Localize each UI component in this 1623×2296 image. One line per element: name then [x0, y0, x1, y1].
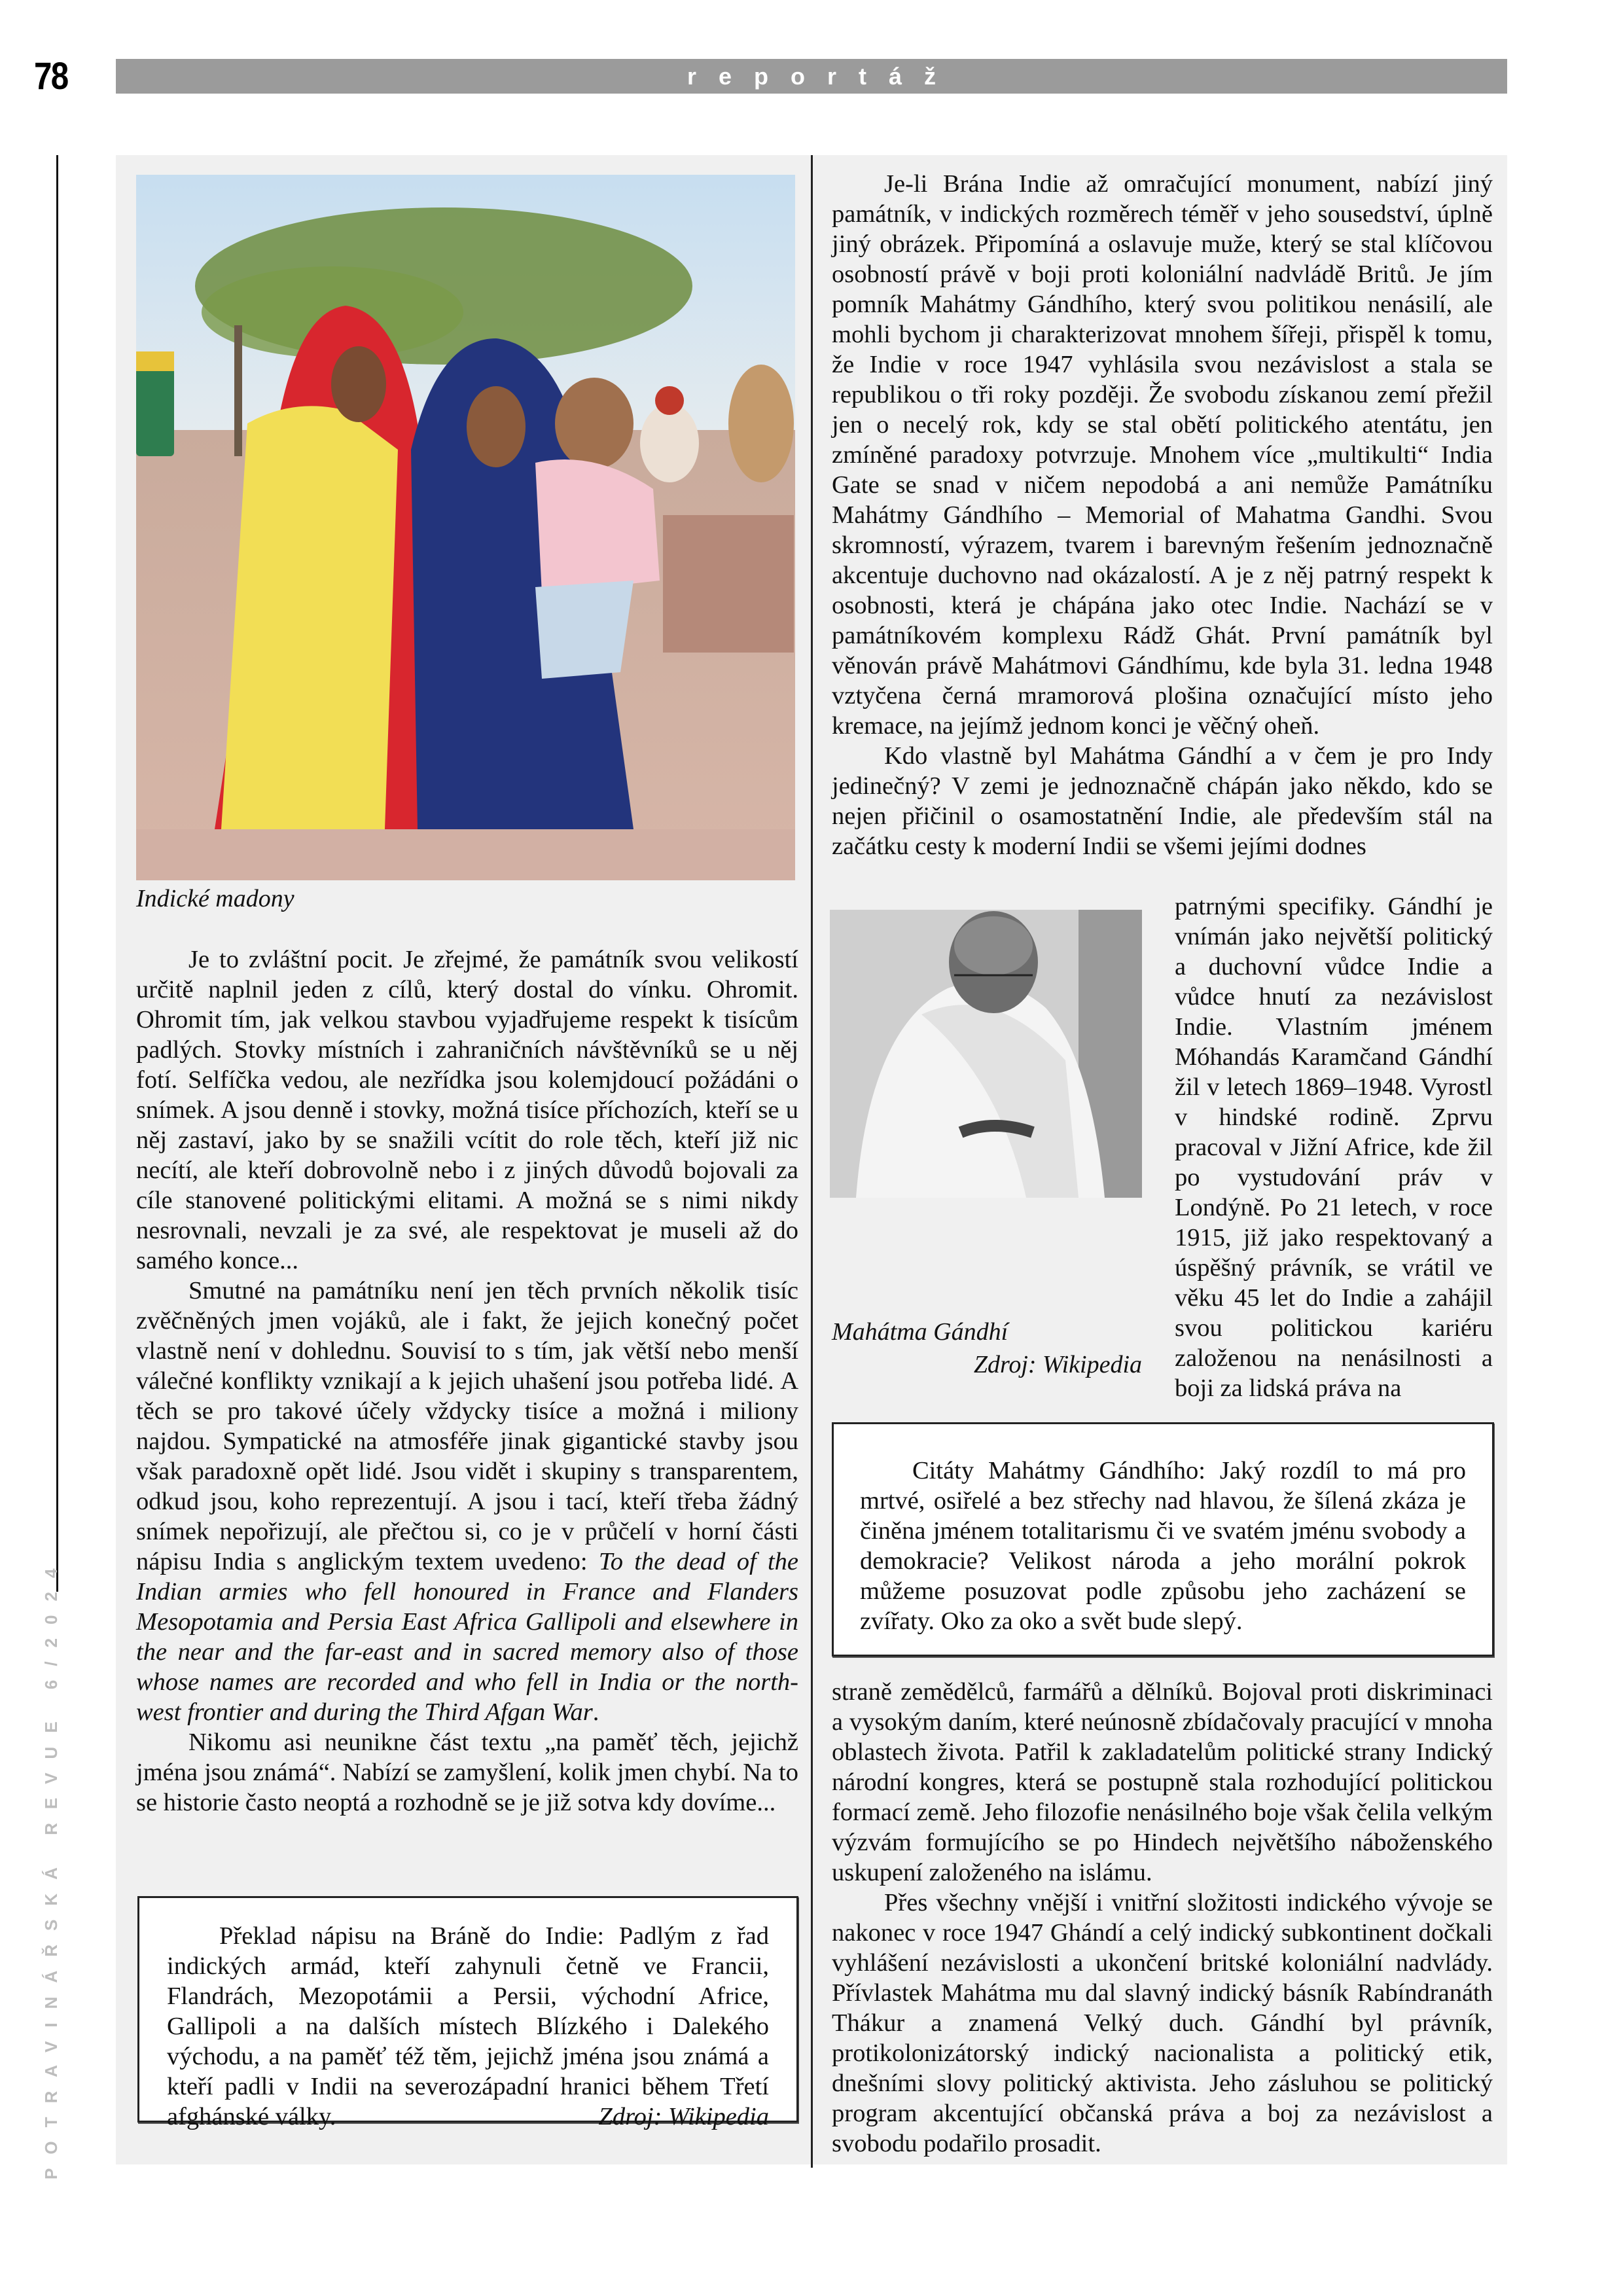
paragraph: Je-li Brána Indie až omračující monument, nabízí jiný památník, v indických rozměrech téměř v jeho sousedství, úplně jiný obrázek. Připomíná a oslavuje muže, který se stal klíčovou osobností právě v boji proti koloniální nadvládě Britů. Je jím pomník Mahátmy Gándhího, který svou politikou nenásilí, ale mohli bychom ji charakterizovat mnohem šířeji, přispěl k tomu, že Indie v roce 1947 vyhlásila svou nezávislost a stala se republikou o tři roky později. Že svobodu získanou zemí přežil jen o necelý rok, kdy se stal obětí politického atentátu, jen zmíněné paradoxy potvrzuje. Mnohem více „multikulti“ India Gate se snad v ničem nepodobá a ani nemůže Památníku Mahátmy Gándhího – Memorial of Mahatma Gandhi. Svou skromností, výrazem, tvarem i barevným řešením jednoznačně akcentuje duchovno nad okázalostí. A je z něj patrný respekt k osobnosti, která je chápána jako otec Indie. Nachází se v památníkovém komplexu Rádž Ghát. První památník byl věnován právě Mahátmovi Gándhímu, kde byla 31. ledna 1948 vztyčena černá mramorová plošina označující místo jeho kremace, na jejímž jednom konci je věčný oheň.: [832, 170, 1493, 740]
column-divider: [811, 155, 813, 2168]
magazine-issue-label: POTRAVINÁŘSKÁ REVUE 6/2024: [41, 1554, 61, 2179]
inscription-english: To the dead of the Indian armies who fell honoured in France and Flanders Mesopotamia and Persia East Africa Gallipoli and elsewhere in the near and the far-east and in sacred memory also of those whose names are recorded and who fell in India or the north-west frontier and during the Third Afgan War: [136, 1548, 798, 1726]
paragraph: Nikomu asi neunikne část textu „na paměť těch, jejichž jména jsou známá“. Nabízí se zamyšlení, kolik jmen chybí. Na to se historie často neoptá a rozhodně se je již sotva kdy dovíme...: [136, 1729, 798, 1816]
translation-text: [167, 1921, 769, 2132]
page-number: 78: [34, 55, 68, 98]
gandhi-portrait-illustration: [830, 910, 1142, 1198]
photo-gandhi: [830, 910, 1142, 1198]
translation-body: Překlad nápisu na Bráně do Indie: Padlým z řad indických armád, kteří zahynuli četně ve Francii, Flandrách, Mezopotámii a Persii, východní Africe, Gallipoli a na dalších místech Blízkého i Dalekého východu, a na paměť též těm, jejichž jména jsou známá a kteří padli v Indii na severozápadní hranici během Třetí afghánské války.: [167, 1922, 769, 2130]
section-header-bar: [116, 59, 1507, 94]
photo-indian-women: [136, 175, 795, 880]
paragraph: Kdo vlastně byl Mahátma Gándhí a v čem je pro Indy jedinečný? V zemi je jednoznačně chápán jako někdo, kdo se nejen přičinil o osamostatnění Indie, ale především stál na začátku cesty k moderní Indii se všemi jejími dodnes: [832, 742, 1493, 860]
right-column-text-bottom: [832, 1677, 1493, 2159]
left-column-text: [136, 944, 798, 1818]
translation-box: [137, 1896, 798, 2130]
quote-text: Citáty Mahátmy Gándhího: Jaký rozdíl to má pro mrtvé, osiřelé a bez střechy nad hlavou, že šílená zkáza je činěna jménem totalitarismu či ve svatém jménu svobody a demokracie? Velikost národa a jeho morální pokrok můžeme posuzovat podle způsobu jeho zacházení se zvířaty. Oko za oko a svět bude slepý.: [860, 1457, 1466, 1635]
paragraph: Je to zvláštní pocit. Je zřejmé, že památník svou velikostí určitě naplnil jeden z cílů, který dostal do vínku. Ohromit. Ohromit tím, jak velkou stavbou vyjadřujeme respekt k tisícům padlých. Stovky místních i zahraničních návštěvníků se u něj fotí. Selfíčka vedou, ale nezřídka jsou kolemjdoucí požádáni o snímek. A jsou denně i stovky, možná tisíce příchozích, kteří se u něj zastaví, jako by se snažili vcítit do role těch, kteří již nic necítí, ale kteří dobrovolně nebo i z jiných důvodů bojovali za cíle stanovené politickými elitami. A možná se s nimi nikdy nesrovnali, nevzali je za své, ale respektovat je museli až do samého konce...: [136, 946, 798, 1274]
translation-source: Zdroj: Wikipedia: [598, 2103, 769, 2130]
right-column-text-top: [832, 169, 1493, 861]
photo-illustration: [136, 175, 795, 880]
paragraph: [136, 1276, 798, 1727]
punctuation: .: [592, 1698, 599, 1726]
photo-caption: Indické madony: [136, 885, 294, 912]
gandhi-photo-source: Zdroj: Wikipedia: [973, 1351, 1142, 1378]
right-column-wrap-text: [1175, 891, 1493, 1403]
section-title: reportáž: [687, 62, 959, 90]
paragraph-wrap: patrnými specifiky. Gándhí je vnímán jako největší politický a duchovní vůdce Indie a vůdce hnutí za nezávislost Indie. Vlastním jménem Móhandás Karamčand Gándhí žil v letech 1869–1948. Vyrostl v hindské rodině. Zprvu pracoval v Jižní Africe, kde žil po vystudování práv v Londýně. Po 21 letech, v roce 1915, již jako respektovaný a úspěšný právník, se vrátil ve věku 45 let do Indie a zahájil svou politickou kariéru založenou na nenásilnosti a boji za lidská práva na: [1175, 893, 1493, 1402]
paragraph: Přes všechny vnější i vnitřní složitosti indického vývoje se nakonec v roce 1947 Ghándí a celý indický subkontinent dočkali vyhlášení nezávislosti a ukončení britské koloniální nadvlády. Přívlastek Mahátma mu dal slavný indický básník Rabíndranáth Thákur a znamená Velký duch. Gándhí byl právník, protikolonizátorský indický nacionalista a politický etik, dnešními slovy politický aktivista. Jeho zásluhou se politický program akcentující občanská práva a boj za nezávislost a svobodu podařilo prosadit.: [832, 1889, 1493, 2157]
quote-box: [832, 1422, 1494, 1657]
paragraph-text: Smutné na památníku není jen těch prvních několik tisíc zvěčněných jmen vojáků, ale i fakt, že jejich konečný počet vlastně není v dohlednu. Souvisí to s tím, jak větší nebo menší válečné konflikty vznikají a k jejich uhašení jsou potřeba lidé. A těch se pro takové účely vždycky tisíce a možná i miliony najdou. Sympatické na atmosféře jinak gigantické stavby jsou však paradoxně opět lidé. Jsou vidět i skupiny s transparentem, odkud jsou, koho reprezentují. A jsou i tací, kteří třeba žádný snímek nepořizují, ale přečtou si, co je v průčelí v horní části nápisu India s anglickým textem uvedeno:: [136, 1277, 798, 1575]
paragraph: straně zemědělců, farmářů a dělníků. Bojoval proti diskriminaci a vysokým daním, které neúnosně zbídačovaly pracující v mnoha oblastech života. Patřil k zakladatelům politické strany Indický národní kongres, která se postupně stala rozhodující politickou formací země. Jeho filozofie nenásilného boje však čelila velkým výzvám formujícího se po Hindech největšího náboženského uskupení založeného na islámu.: [832, 1678, 1493, 1886]
gandhi-caption: Mahátma Gándhí: [832, 1318, 1008, 1346]
side-rule: [56, 155, 58, 1592]
